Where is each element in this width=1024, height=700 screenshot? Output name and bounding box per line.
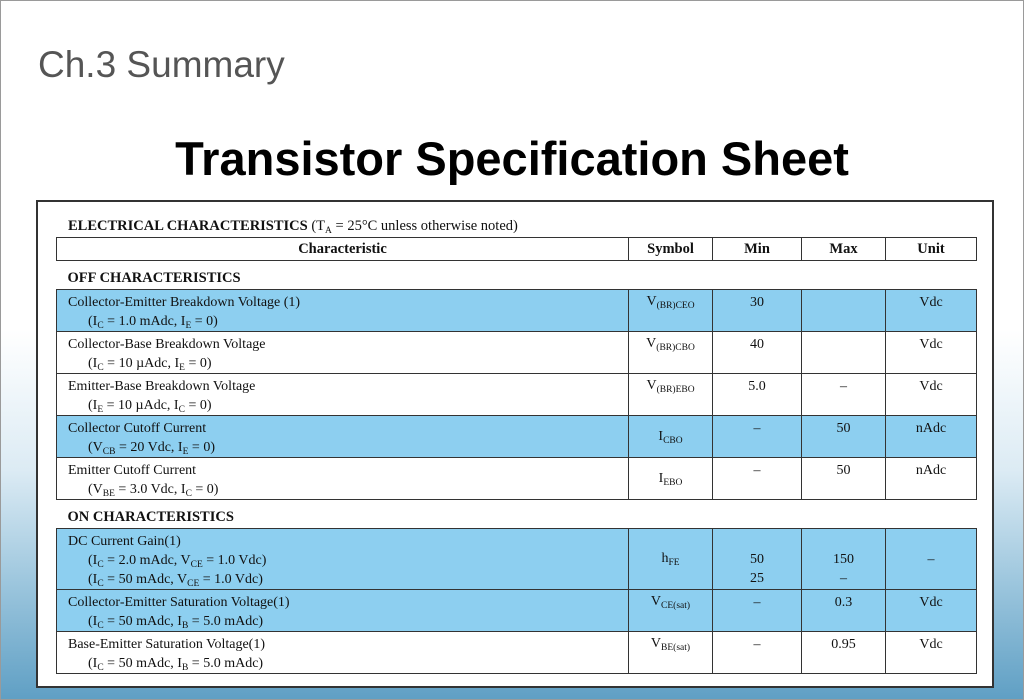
section-title: OFF CHARACTERISTICS: [57, 261, 977, 290]
electrical-characteristics-caption: [68, 218, 518, 235]
characteristic-name: Collector-Emitter Saturation Voltage(1): [68, 595, 290, 610]
spec-table-body: [57, 261, 977, 674]
max-value: 0.3: [834, 595, 853, 610]
section-heading-row: [57, 500, 977, 529]
min-cell: [713, 374, 802, 416]
max-cell: [802, 290, 886, 332]
caption-heading: ELECTRICAL CHARACTERISTICS: [68, 218, 308, 234]
table-header-row: [57, 238, 977, 261]
max-cell: [802, 458, 886, 500]
min-cell: [713, 529, 802, 590]
max-cell: [802, 416, 886, 458]
unit-cell: Vdc: [886, 290, 977, 332]
max-cell: [802, 632, 886, 674]
column-header-min: Min: [713, 238, 802, 261]
min-cell: [713, 458, 802, 500]
unit-cell: nAdc: [886, 458, 977, 500]
max-cell: [802, 590, 886, 632]
characteristic-cell: [57, 416, 629, 458]
table-row: [57, 374, 977, 416]
test-condition: ($I_C = 10$ µAdc, $I_E = 0$): [88, 356, 212, 373]
symbol-cell: $V_{CE(sat)}$: [629, 590, 713, 632]
max-cell: [802, 374, 886, 416]
table-row: [57, 332, 977, 374]
max-cell: [802, 332, 886, 374]
unit-cell: –: [886, 529, 977, 590]
section-heading-row: [57, 261, 977, 290]
characteristic-name: Collector-Emitter Breakdown Voltage (1): [68, 295, 301, 310]
spec-sheet: [36, 200, 994, 688]
characteristic-cell: [57, 529, 629, 590]
characteristic-cell: [57, 290, 629, 332]
min-cell: [713, 416, 802, 458]
test-condition: ($I_C = 50$ mAdc, $I_B = 5.0$ mAdc): [88, 614, 264, 631]
characteristic-cell: [57, 458, 629, 500]
symbol-cell: $I_{CBO}$: [629, 416, 713, 458]
max-value: 0.95: [831, 637, 856, 652]
unit-cell: Vdc: [886, 632, 977, 674]
test-condition: ($V_{BE} = 3.0$ Vdc, $I_C = 0$): [88, 482, 219, 499]
symbol-cell: $h_{FE}$: [629, 529, 713, 590]
max-value: 150: [833, 552, 854, 567]
test-condition: ($V_{CB} = 20$ Vdc, $I_E = 0$): [88, 440, 215, 457]
test-condition: ($I_C = 50$ mAdc, $V_{CE} = 1.0$ Vdc): [88, 572, 263, 589]
symbol-cell: $V_{(BR)CEO}$: [629, 290, 713, 332]
table-row: [57, 632, 977, 674]
table-row: [57, 290, 977, 332]
symbol-cell: $V_{BE(sat)}$: [629, 632, 713, 674]
test-condition: ($I_C = 1.0$ mAdc, $I_E = 0$): [88, 314, 218, 331]
unit-cell: Vdc: [886, 332, 977, 374]
characteristic-name: Base-Emitter Saturation Voltage(1): [68, 637, 265, 652]
max-value: 50: [836, 421, 851, 436]
column-header-characteristic: Characteristic: [57, 238, 629, 261]
min-cell: [713, 632, 802, 674]
caption-note: ($T_A = 25^\circ C$ unless otherwise noted): [311, 218, 518, 236]
chapter-title: Ch.3 Summary: [38, 44, 285, 85]
characteristic-name: Emitter Cutoff Current: [68, 463, 197, 478]
min-value: –: [753, 421, 761, 436]
test-condition: ($I_C = 2.0$ mAdc, $V_{CE} = 1.0$ Vdc): [88, 553, 267, 570]
min-value: 30: [750, 295, 764, 310]
column-header-unit: Unit: [886, 238, 977, 261]
min-value: 25: [750, 571, 764, 586]
unit-cell: Vdc: [886, 590, 977, 632]
section-title: ON CHARACTERISTICS: [57, 500, 977, 529]
min-value: –: [753, 463, 761, 478]
unit-cell: nAdc: [886, 416, 977, 458]
characteristic-cell: [57, 632, 629, 674]
min-cell: [713, 590, 802, 632]
column-header-symbol: Symbol: [629, 238, 713, 261]
characteristic-name: Collector Cutoff Current: [68, 421, 207, 436]
min-cell: [713, 290, 802, 332]
unit-cell: Vdc: [886, 374, 977, 416]
table-row: [57, 529, 977, 590]
min-value: –: [753, 595, 761, 610]
test-condition: ($I_C = 50$ mAdc, $I_B = 5.0$ mAdc): [88, 656, 264, 673]
characteristic-name: DC Current Gain(1): [68, 534, 181, 549]
max-cell: [802, 529, 886, 590]
min-value: –: [753, 637, 761, 652]
characteristic-name: Emitter-Base Breakdown Voltage: [68, 379, 256, 394]
table-row: [57, 590, 977, 632]
test-condition: ($I_E = 10$ µAdc, $I_C = 0$): [88, 398, 212, 415]
min-value: 5.0: [748, 379, 766, 394]
max-value: 50: [836, 463, 851, 478]
spec-table: [56, 237, 977, 674]
max-value: –: [840, 379, 847, 394]
table-row: [57, 458, 977, 500]
min-value: 50: [750, 552, 764, 567]
symbol-cell: $V_{(BR)CBO}$: [629, 332, 713, 374]
max-value: –: [840, 571, 847, 586]
min-cell: [713, 332, 802, 374]
characteristic-name: Collector-Base Breakdown Voltage: [68, 337, 266, 352]
slide-title: Transistor Specification Sheet: [175, 132, 849, 185]
symbol-cell: $V_{(BR)EBO}$: [629, 374, 713, 416]
symbol-cell: $I_{EBO}$: [629, 458, 713, 500]
characteristic-cell: [57, 590, 629, 632]
table-row: [57, 416, 977, 458]
characteristic-cell: [57, 374, 629, 416]
characteristic-cell: [57, 332, 629, 374]
column-header-max: Max: [802, 238, 886, 261]
min-value: 40: [750, 337, 764, 352]
